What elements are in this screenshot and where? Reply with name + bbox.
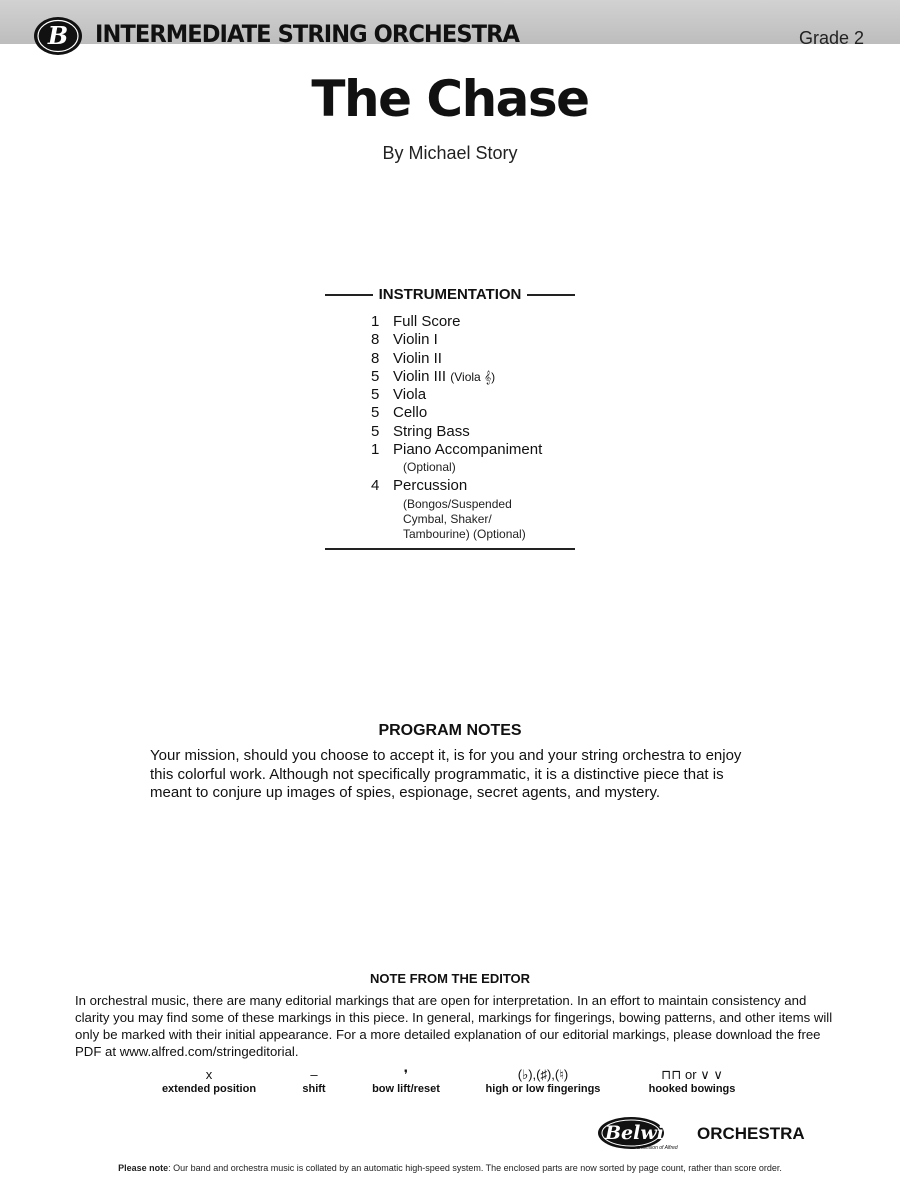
heading-rule-right [527,294,575,296]
item-quantity: 8 [371,331,380,349]
item-quantity: 1 [371,441,380,459]
instrumentation-heading [325,286,575,303]
list-item [371,331,581,349]
editor-note-heading: NOTE FROM THE EDITOR [369,971,531,986]
piece-title: The Chase [311,70,589,128]
list-item [371,441,581,477]
item-note: (Viola 𝄞) [450,369,496,384]
editor-note-text: In orchestral music, there are many editorial markings that are open for interpretation. In an effort to maintain consistency and clarity you may find some of these markings in this piece. In general, markings for fingerings, bowing patterns, and other items will only be marked with their initial appearance. For a more detailed explanation of our editorial markings, please download the free PDF at www.alfred.com/stringeditorial. [75,993,833,1059]
orchestra-word: ORCHESTRA [697,1124,805,1143]
item-quantity: 1 [371,313,380,330]
belwin-b-logo [33,15,83,57]
marking-label: extended position [161,1083,257,1095]
item-name: Cello [393,404,428,422]
marking-label: high or low fingerings [485,1083,601,1095]
item-quantity: 8 [371,349,380,367]
marking-shift [284,1066,344,1095]
list-item [371,313,581,331]
item-quantity: 5 [371,404,380,422]
belwin-script: Belwin [605,1122,678,1144]
footer-note-text: : Our band and orchestra music is collated by an automatic high-speed system. The enclosed parts are now sorted by page count, rather than score order. [168,1163,782,1173]
item-name: Percussion [393,477,468,495]
belwin-orchestra-logo [597,1115,832,1151]
program-notes-text: Your mission, should you choose to accept it, is for you and your string orchestra to enjoy this colorful work. Although not specifically programmatic, it is a distinctive piece that is meant to conjure up images of spies, espionage, secret agents, and mystery. [150,747,742,801]
list-item [371,350,581,368]
bow-lift-icon: ❜ [403,1067,409,1082]
footer-note-label: Please note [118,1163,169,1173]
accidentals-icon: (♭),(♯),(♮) [517,1067,569,1082]
list-item [371,368,581,386]
item-quantity: 4 [371,477,380,495]
list-item [371,386,581,404]
item-name: String Bass [393,422,470,440]
item-name-with-sub [393,441,581,477]
subnote-line: (Bongos/Suspended [403,496,512,511]
item-name: Full Score [393,313,461,330]
extended-position-symbol: x [205,1067,213,1082]
item-subnote: (Optional) [403,460,456,475]
item-name: Violin I [393,331,438,349]
list-item [371,404,581,422]
marking-bow-lift [360,1066,452,1095]
heading-rule-left [325,294,373,296]
program-notes-heading: PROGRAM NOTES [378,722,522,739]
footer-note [0,1163,900,1173]
marking-extended-position [150,1066,268,1095]
marking-label: shift [302,1083,326,1095]
instrumentation-heading-label: INSTRUMENTATION [378,286,522,303]
composer-credit: By Michael Story [382,143,518,163]
item-name: Viola [393,386,427,404]
list-item [371,477,581,543]
bowing-icon: ⊓⊓ or ∨ ∨ [661,1067,723,1082]
item-name: Piano Accompaniment [393,441,543,459]
subnote-line: Cymbal, Shaker/ [403,511,492,526]
division-note: a division of Alfred [637,1145,678,1151]
list-item [371,423,581,441]
instrumentation-list [371,313,581,544]
item-subnote [403,497,581,542]
item-quantity: 5 [371,386,380,404]
item-name-with-note [393,368,581,386]
series-title: INTERMEDIATE STRING ORCHESTRA [95,20,520,48]
marking-label: bow lift/reset [372,1083,440,1095]
marking-high-low-fingerings [478,1066,608,1095]
item-name: Violin II [393,349,442,367]
subnote-line: Tambourine) (Optional) [403,526,526,541]
marking-hooked-bowings [640,1066,744,1095]
item-name: Violin III [393,367,447,385]
svg-text:B: B [47,21,69,50]
item-name-with-sub [393,477,581,543]
shift-symbol: – [310,1067,318,1082]
grade-label: Grade 2 [798,28,864,48]
instrumentation-bottom-rule [325,548,575,550]
marking-label: hooked bowings [648,1083,736,1095]
item-quantity: 5 [371,367,380,385]
item-quantity: 5 [371,422,380,440]
